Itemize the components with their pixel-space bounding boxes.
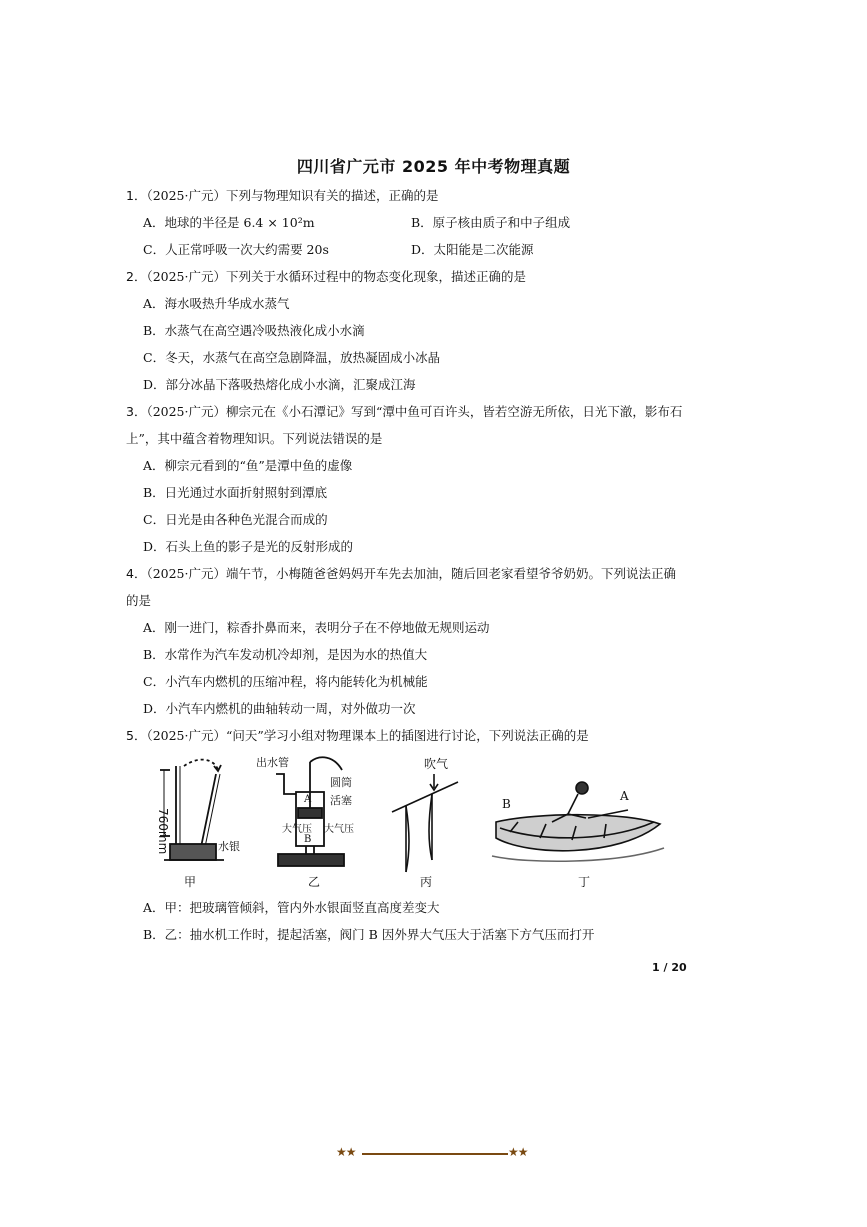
- ground: [278, 854, 344, 866]
- option-2a: A．海水吸热升华成水蒸气: [143, 296, 290, 311]
- question-4-stem-cont: 的是: [126, 593, 152, 608]
- option-4d: D．小汽车内燃机的曲轴转动一周，对外做功一次: [143, 701, 416, 716]
- yi-pressure-right-label: 大气压: [324, 824, 354, 835]
- mercury-dish: [170, 844, 216, 860]
- option-3d: D．石头上鱼的影子是光的反射形成的: [143, 539, 354, 554]
- option-3a: A．柳宗元看到的“鱼”是潭中鱼的虚像: [143, 458, 353, 473]
- question-number: 3．: [126, 404, 147, 419]
- rod: [392, 782, 458, 812]
- ding-b-label: B: [502, 797, 511, 811]
- figure-ding: [492, 782, 664, 861]
- option-1b: B．原子核由质子和中子组成: [411, 215, 571, 230]
- yi-cylinder-label: 圆筒: [330, 776, 352, 789]
- question-text: “问天”学习小组对物理课本上的插图进行讨论，下列说法正确的是: [226, 728, 589, 743]
- option-2c: C．冬天，水蒸气在高空急剧降温，放热凝固成小冰晶: [143, 350, 441, 365]
- piston: [298, 808, 322, 818]
- option-4c: C．小汽车内燃机的压缩冲程，将内能转化为机械能: [143, 674, 428, 689]
- star-icon: ★★: [336, 1145, 356, 1159]
- question-number: 4．: [126, 566, 147, 581]
- question-text: 下列关于水循环过程中的物态变化现象，描述正确的是: [226, 269, 527, 284]
- question-source: （2025·广元）: [146, 728, 226, 743]
- star-icon: ★★: [508, 1145, 528, 1159]
- option-4b: B．水常作为汽车发动机冷却剂，是因为水的热值大: [143, 647, 428, 662]
- option-2b: B．水蒸气在高空遇冷吸热液化成小水滴: [143, 323, 365, 338]
- question-2-stem: [126, 269, 526, 285]
- outlet-pipe: [276, 774, 296, 794]
- yi-outlet-label: 出水管: [256, 756, 289, 769]
- option-1c: C．人正常呼吸一次大约需要 20s: [143, 242, 329, 257]
- question-3-stem: [126, 404, 682, 420]
- option-3c: C．日光是由各种色光混合而成的: [143, 512, 328, 527]
- footer-rule: [362, 1153, 508, 1155]
- option-5b: B．乙：抽水机工作时，提起活塞，阀门 B 因外界大气压大于活塞下方气压而打开: [143, 927, 595, 942]
- question-number: 5．: [126, 728, 147, 743]
- question-text: 下列与物理知识有关的描述，正确的是: [226, 188, 439, 203]
- page-title: 四川省广元市 2025 年中考物理真题: [296, 157, 571, 176]
- yi-piston-label: 活塞: [330, 794, 352, 807]
- page-number: 1 / 20: [652, 961, 687, 974]
- tilted-tube: [200, 774, 216, 852]
- question-number: 2．: [126, 269, 147, 284]
- person-head: [576, 782, 588, 794]
- question-source: （2025·广元）: [146, 269, 226, 284]
- option-1a: A．地球的半径是 6.4 × 10²m: [143, 215, 315, 230]
- question-source: （2025·广元）: [146, 566, 226, 581]
- footer-ornament: [336, 1145, 536, 1163]
- option-3b: B．日光通过水面折射照射到潭底: [143, 485, 328, 500]
- ding-a-label: A: [620, 789, 629, 803]
- question-5-figure: [148, 752, 673, 892]
- yi-pressure-left-label: 大气压: [282, 824, 312, 835]
- question-source: （2025·广元）: [146, 404, 226, 419]
- question-1-stem: [126, 188, 439, 204]
- option-1d: D．太阳能是二次能源: [411, 242, 534, 257]
- caption-ding: 丁: [578, 875, 591, 889]
- figure-yi: [276, 757, 344, 866]
- question-text: 端午节，小梅随爸爸妈妈开车先去加油，随后回老家看望爷爷奶奶。下列说法正确: [226, 566, 677, 581]
- option-5a: A．甲：把玻璃管倾斜，管内外水银面竖直高度差变大: [143, 900, 440, 915]
- figure-bing: [392, 774, 458, 872]
- yi-valve-a-label: A: [304, 794, 312, 805]
- bing-blow-label: 吹气: [424, 757, 449, 771]
- caption-bing: 丙: [420, 875, 433, 889]
- handle: [310, 757, 342, 770]
- question-5-stem: [126, 728, 589, 744]
- option-4a: A．刚一进门，粽香扑鼻而来，表明分子在不停地做无规则运动: [143, 620, 490, 635]
- figure-svg: [148, 752, 673, 892]
- question-number: 1．: [126, 188, 147, 203]
- option-2d: D．部分冰晶下落吸热熔化成小水滴，汇聚成江海: [143, 377, 416, 392]
- caption-jia: 甲: [184, 875, 197, 889]
- question-4-stem: [126, 566, 676, 582]
- question-text: 柳宗元在《小石潭记》写到“潭中鱼可百许头，皆若空游无所依，日光下澈，影布石: [226, 404, 683, 419]
- caption-yi: 乙: [308, 875, 321, 889]
- question-source: （2025·广元）: [146, 188, 226, 203]
- boat-left: [496, 815, 660, 851]
- jia-height-label: 760mm: [156, 808, 170, 855]
- yi-valve-b-label: B: [304, 834, 312, 845]
- question-3-stem-cont: 上”，其中蕴含着物理知识。下列说法错误的是: [126, 431, 383, 446]
- jia-liquid-label: 水银: [218, 840, 240, 853]
- tilt-arrow: [184, 760, 218, 770]
